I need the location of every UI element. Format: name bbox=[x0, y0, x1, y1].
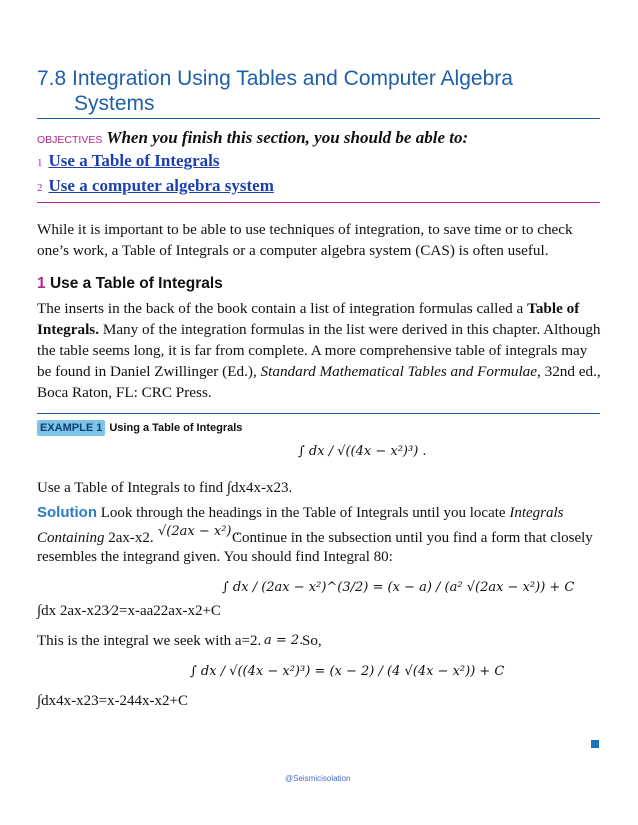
section-number: 1 bbox=[37, 275, 46, 292]
math-radical: √(2ax − x²) . bbox=[158, 524, 240, 539]
result-text: ∫dx4x-x23=x-244x-x2+C bbox=[37, 693, 189, 709]
solution-line-4 bbox=[37, 633, 261, 650]
example-title: Using a Table of Integrals bbox=[109, 422, 243, 434]
objective-item-2[interactable] bbox=[37, 176, 274, 196]
objective-link[interactable]: Use a Table of Integrals bbox=[48, 151, 220, 170]
solution-line-2 bbox=[37, 530, 154, 547]
section-title-line2: Systems bbox=[74, 92, 155, 115]
objectives-rule bbox=[37, 202, 600, 203]
math-a-equals-2: a = 2. bbox=[264, 633, 304, 648]
objectives-tag: OBJECTIVES bbox=[37, 134, 103, 146]
math-integral-1: ∫ dx / √((4x − x²)³) . bbox=[298, 444, 427, 459]
paragraph-text: The inserts in the back of the book contain a list of integration formulas called a bbox=[37, 300, 528, 317]
objectives-header bbox=[37, 128, 468, 148]
example-rule bbox=[37, 413, 600, 414]
example-badge: EXAMPLE 1 bbox=[37, 420, 105, 436]
formula-80-text: ∫dx 2ax-x23⁄2=x-aa22ax-x2+C bbox=[37, 603, 221, 619]
paragraph-bold: Table of Integrals. bbox=[37, 300, 580, 338]
title-rule bbox=[37, 118, 600, 119]
math-result: ∫ dx / √((4x − x²)³) = (x − 2) / (4 √(4x − x²)) + C bbox=[190, 664, 505, 679]
solution-text: a=2. bbox=[234, 633, 262, 649]
solution-line-1 bbox=[37, 504, 564, 522]
paragraph-citation: Standard Mathematical Tables and Formulae bbox=[260, 363, 538, 380]
objective-link[interactable]: Use a computer algebra system bbox=[48, 176, 274, 195]
section-heading bbox=[37, 275, 223, 293]
solution-italic: Integrals bbox=[509, 505, 564, 521]
end-of-example-marker bbox=[591, 740, 599, 748]
section-title-line1: 7.8 Integration Using Tables and Computer Algebra bbox=[37, 67, 513, 90]
solution-line-4-end: So, bbox=[302, 633, 322, 649]
objectives-heading: When you finish this section, you should be able to: bbox=[106, 128, 469, 147]
section-title bbox=[37, 66, 597, 116]
solution-label: Solution bbox=[37, 504, 97, 521]
math-integral-80: ∫ dx / (2ax − x²)^(3/2) = (x − a) / (a² √(2ax − x²)) + C bbox=[222, 580, 575, 595]
solution-text: 2ax-x2. bbox=[104, 530, 154, 546]
objective-number: 2 bbox=[37, 182, 43, 194]
solution-line-2-end: Continue in the subsection until you find a form that closely bbox=[232, 530, 593, 546]
footer-credit: @Seismicisolation bbox=[285, 774, 351, 783]
example-problem: Use a Table of Integrals to find ∫dx4x-x23. bbox=[37, 480, 293, 496]
solution-text: Look through the headings in the Table of Integrals until you locate bbox=[97, 505, 510, 521]
section-heading-label: Use a Table of Integrals bbox=[49, 275, 223, 292]
paragraph-text: , 32nd ed., Boca Raton, FL: CRC Press. bbox=[37, 363, 601, 401]
section-paragraph bbox=[37, 298, 602, 403]
example-header bbox=[37, 420, 242, 436]
solution-text: This is the integral we seek with bbox=[37, 633, 235, 649]
solution-line-3: resembles the integrand given. You should find Integral 80: bbox=[37, 549, 393, 565]
objective-number: 1 bbox=[37, 157, 43, 169]
objective-item-1[interactable] bbox=[37, 151, 219, 171]
paragraph-text: Many of the integration formulas in the list were derived in this chapter. Although the table seems long, it is far from complete. A more comprehensive table of integrals may be found in Daniel Zwillinger (Ed.), bbox=[37, 321, 601, 380]
solution-italic: Containing bbox=[37, 530, 105, 546]
intro-paragraph: While it is important to be able to use techniques of integration, to save time or to check one’s work, a Table of Integrals or a computer algebra system (CAS) is often useful. bbox=[37, 221, 573, 259]
